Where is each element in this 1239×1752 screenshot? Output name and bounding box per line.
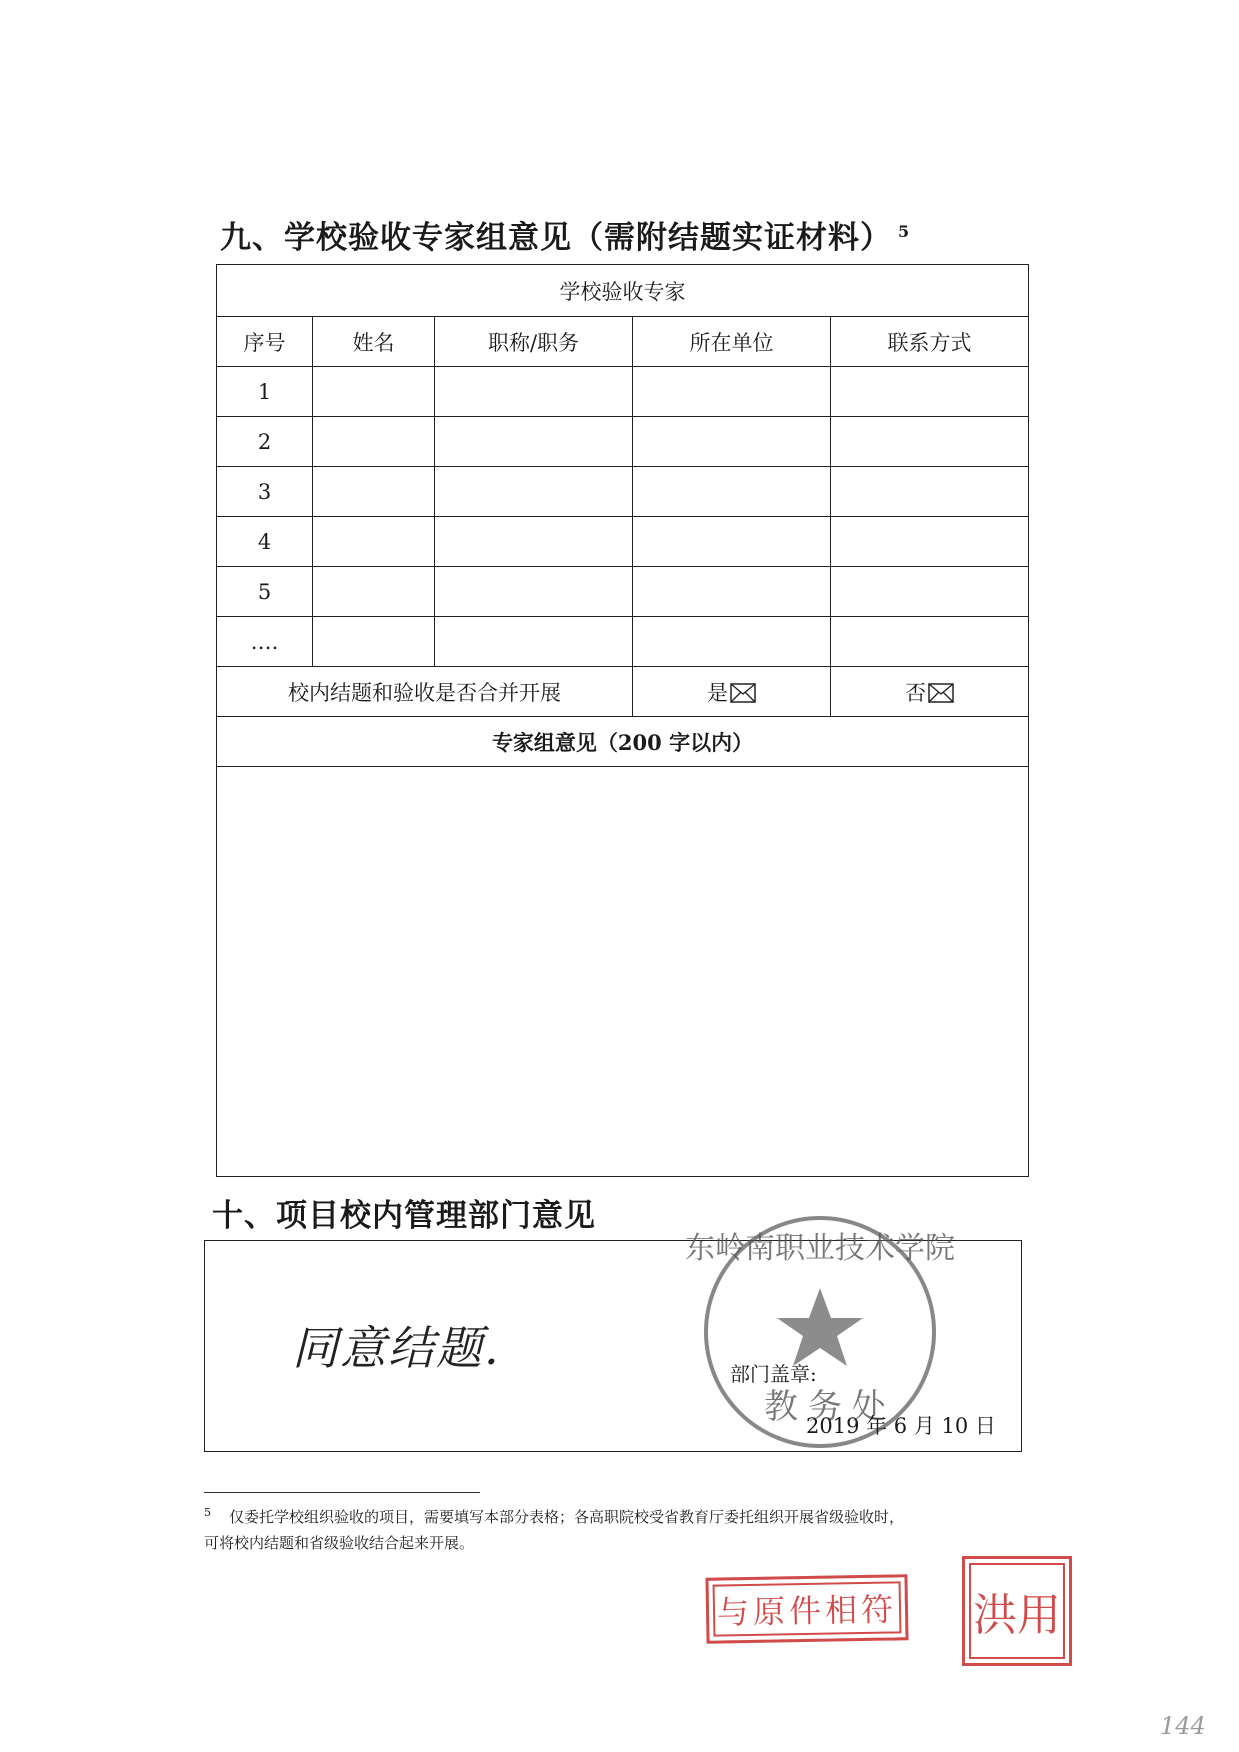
opinion-area[interactable] [217,767,1029,1177]
section9-title: 九、学校验收专家组意见（需附结题实证材料） $^5$ [220,220,911,256]
row-number: …. [217,617,313,667]
header-index: 序号 [217,317,313,367]
option-no-cell[interactable] [831,667,1029,717]
cell-title[interactable] [435,517,633,567]
table-row [217,367,1029,417]
certify-stamp-text: 与原件相符 [716,1590,898,1632]
cell-contact[interactable] [831,467,1029,517]
section10-title: 十、项目校内管理部门意见 [212,1198,596,1234]
cell-name[interactable] [313,367,435,417]
footnote-divider [204,1492,480,1493]
cell-contact[interactable] [831,367,1029,417]
signature-stamp [962,1556,1072,1666]
option-yes-label: 是 [707,680,728,705]
expert-table-caption: 学校验收专家 [217,265,1029,317]
cell-contact[interactable] [831,617,1029,667]
cell-title[interactable] [435,617,633,667]
cell-title[interactable] [435,367,633,417]
stamp-label: 部门盖章: [730,1362,817,1386]
header-contact: 联系方式 [831,317,1029,367]
row-number: 4 [217,517,313,567]
cell-unit[interactable] [633,617,831,667]
seal-name: 东岭南职业技术学院 [685,1231,955,1266]
cell-name[interactable] [313,517,435,567]
table-row [217,617,1029,667]
cell-name[interactable] [313,617,435,667]
table-row [217,567,1029,617]
cell-unit[interactable] [633,567,831,617]
footnote-line2: 可将校内结题和省级验收结合起来开展。 [204,1534,475,1552]
approval-date: 2019 年 6 月 10 日 [806,1414,996,1438]
seal-dept: 教务处 [764,1387,896,1427]
checkbox-crossed-icon[interactable] [730,683,756,703]
cell-unit[interactable] [633,417,831,467]
signature-stamp-text: 洪用 [973,1590,1061,1641]
page-mark: 144 [1160,1712,1206,1740]
cell-contact[interactable] [831,417,1029,467]
cell-title[interactable] [435,467,633,517]
cell-unit[interactable] [633,517,831,567]
footnote-number: 5 [204,1506,211,1519]
cell-contact[interactable] [831,517,1029,567]
checkbox-crossed-icon[interactable] [928,683,954,703]
header-unit: 所在单位 [633,317,831,367]
certify-stamp [705,1574,908,1644]
opinion-header: 专家组意见（200 字以内） [217,717,1029,767]
cell-title[interactable] [435,417,633,467]
table-row [217,467,1029,517]
row-number: 1 [217,367,313,417]
cell-name[interactable] [313,567,435,617]
header-name: 姓名 [313,317,435,367]
cell-contact[interactable] [831,567,1029,617]
cell-unit[interactable] [633,367,831,417]
cell-title[interactable] [435,567,633,617]
header-title: 职称/职务 [435,317,633,367]
handwritten-opinion: 同意结题. [292,1321,501,1375]
row-number: 5 [217,567,313,617]
cell-unit[interactable] [633,467,831,517]
option-yes-cell[interactable] [633,667,831,717]
merge-question: 校内结题和验收是否合并开展 [217,667,633,717]
footnote-ref: 5 [898,221,911,241]
table-row [217,417,1029,467]
row-number: 3 [217,467,313,517]
footnote-line1: 仅委托学校组织验收的项目，需要填写本部分表格；各高职院校受省教育厅委托组织开展省级验收时， [229,1508,905,1526]
table-row [217,517,1029,567]
option-no-label: 否 [905,680,927,705]
row-number: 2 [217,417,313,467]
cell-name[interactable] [313,467,435,517]
expert-table [216,264,1029,1177]
cell-name[interactable] [313,417,435,467]
footnote [204,1500,1034,1556]
